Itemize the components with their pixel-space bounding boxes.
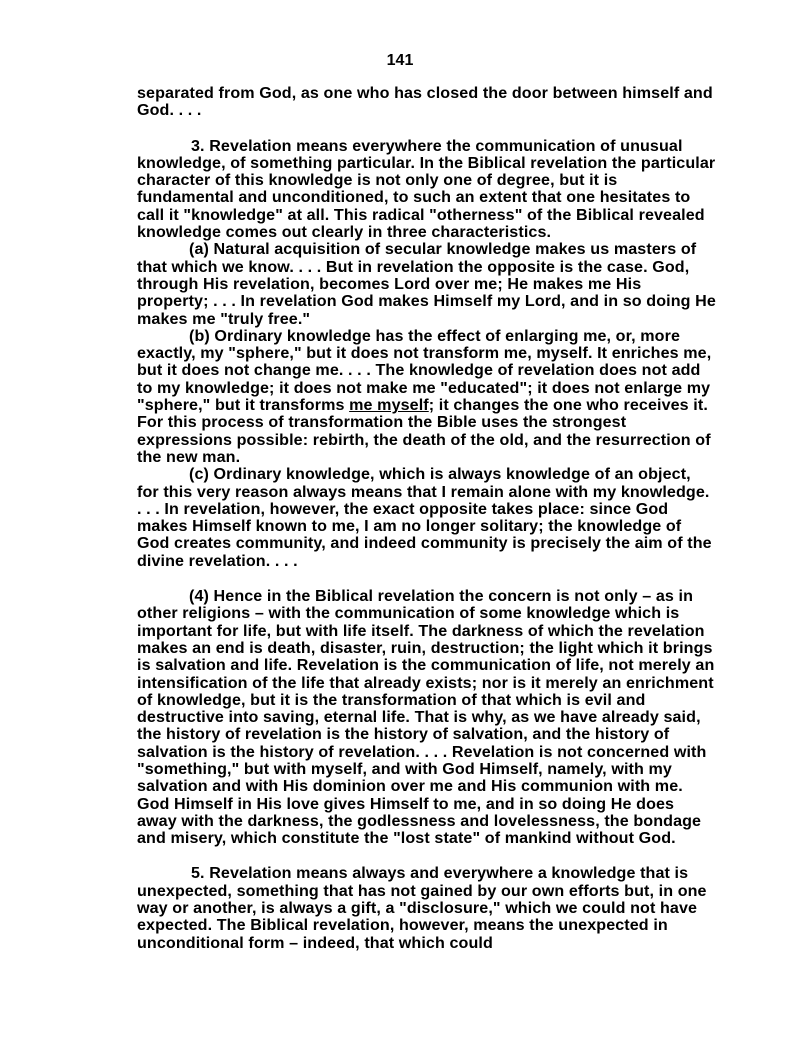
paragraph-point-a: (a) Natural acquisition of secular knowledge makes us masters of that which we know. . . . But in revelation the opposite is the case. God, through His revelation, becomes Lord over me; He makes me His property; . . . In revelation God makes Himself my Lord, and in so doing He makes me "truly free." [137,240,716,328]
paragraph-point-b-before: (b) Ordinary knowledge has the effect of enlarging me, or, more exactly, my "sphere," but it does not transform me, myself. It enriches me, but it does not change me. . . . The knowledge of revelation does not add to my knowledge; it does not make me "educated"; it does not enlarge my "sphere," but it transforms [137,326,712,415]
page-number: 141 [386,52,414,69]
paragraph-continuation: separated from God, as one who has closed the door between himself and God. . . . [137,84,713,120]
paragraph-gap [137,847,717,865]
paragraph-gap [137,120,717,138]
paragraph-point-b [137,328,717,466]
paragraph-gap [137,570,717,588]
paragraph-point-3: 3. Revelation means everywhere the communication of unusual knowledge, of something particular. In the Biblical revelation the particular character of this knowledge is not only one of degree, but it is fundamental and unconditioned, to such an extent that one hesitates to call it "knowledge" at all. This radical "otherness" of the Biblical revealed knowledge comes out clearly in three characteristics. [137,136,716,242]
paragraph-point-b-underlined: me myself [349,396,429,415]
paragraph-point-5: 5. Revelation means always and everywhere a knowledge that is unexpected, something that has not gained by our own efforts but, in one way or another, is always a gift, a "disclosure," which we could not have expected. The Biblical revelation, however, means the unexpected in unconditional form – indeed, that which could [137,864,707,952]
body-text [137,85,717,952]
paragraph-point-c: (c) Ordinary knowledge, which is always knowledge of an object, for this very reason always means that I remain alone with my knowledge. . . . In revelation, however, the exact opposite takes place: since God makes Himself known to me, I am no longer solitary; the knowledge of God creates community, and indeed community is precisely the aim of the divine revelation. . . . [137,465,712,570]
paragraph-point-b-after: ; it changes the one who receives it. For this process of transformation the Bible uses the strongest expressions possible: rebirth, the death of the old, and the resurrection of the new man. [137,396,711,466]
paragraph-point-4: (4) Hence in the Biblical revelation the concern is not only – as in other religions – with the communication of some knowledge which is important for life, but with life itself. The darkness of which the revelation makes an end is death, disaster, ruin, destruction; the light which it brings is salvation and life. Revelation is the communication of life, not merely an intensification of the life that already exists; nor is it merely an enrichment of knowledge, but it is the transformation of that which is evil and destructive into saving, eternal life. That is why, as we have already said, the history of revelation is the history of salvation, and the history of salvation is the history of revelation. . . . Revelation is not concerned with "something," but with myself, and with God Himself, namely, with my salvation and with His dominion over me and His communion with me. God Himself in His love gives Himself to me, and in so doing He does away with the darkness, the godlessness and lovelessness, the bondage and misery, which constitute the "lost state" of mankind without God. [137,587,715,848]
